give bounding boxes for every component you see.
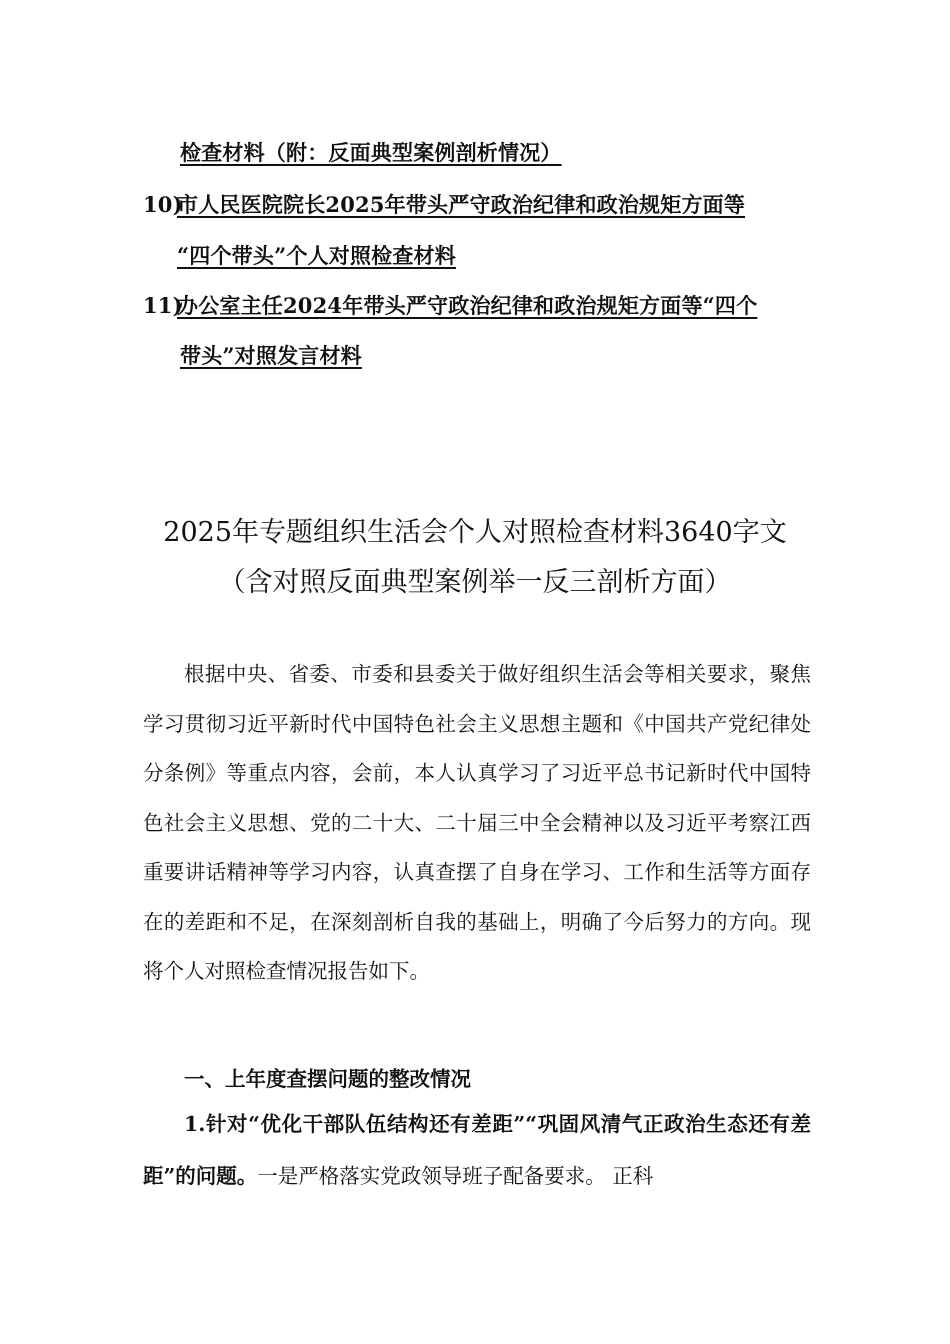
toc-link[interactable]: “四个带头”个人对照检查材料 [177,243,456,268]
toc-link[interactable]: 带头”对照发言材料 [180,343,362,368]
toc-item-9-continuation[interactable] [180,137,562,167]
toc-link[interactable]: 检查材料（附：反面典型案例剖析情况） [180,140,562,165]
intro-paragraph: 根据中央、省委、市委和县委关于做好组织生活会等相关要求，聚焦学习贯彻习近平新时代中国特色社会主义思想主题和《中国共产党纪律处分条例》等重点内容，会前，本人认真学习了习近平总书记新时代中国特色社会主义思想、党的二十大、二十届三中全会精神以及习近平考察江西重要讲话精神等学习内容，认真查摆了自身在学习、工作和生活等方面存在的差距和不足，在深刻剖析自我的基础上，明确了今后努力的方向。现将个人对照检查情况报告如下。 [143,662,811,983]
item-text: 一是严格落实党政领导班子配备要求。 正科 [257,1164,654,1188]
toc-number: 10) [143,192,183,217]
section-heading: 一、上年度查摆问题的整改情况 [184,1067,471,1091]
document-title-line1: 2025年专题组织生活会个人对照检查材料3640字文 [163,517,787,548]
item-bold-lead: 1.针对“优化干部队伍结构还有差距”“巩固风清气正政治生态还有差距”的问题。 [143,1112,811,1188]
toc-link[interactable]: 办公室主任2024年带头严守政治纪律和政治规矩方面等“四个 [177,293,758,318]
toc-item-10[interactable] [143,189,745,219]
toc-item-11-line2[interactable] [180,340,362,370]
section-item-1 [143,1098,811,1202]
toc-item-11[interactable] [143,290,757,320]
toc-link[interactable]: 市人民医院院长2025年带头严守政治纪律和政治规矩方面等 [177,192,746,217]
toc-item-10-line2[interactable] [177,240,456,270]
toc-number: 11) [143,293,183,318]
document-title-line2: （含对照反面典型案例举一反三剖析方面） [218,567,732,598]
